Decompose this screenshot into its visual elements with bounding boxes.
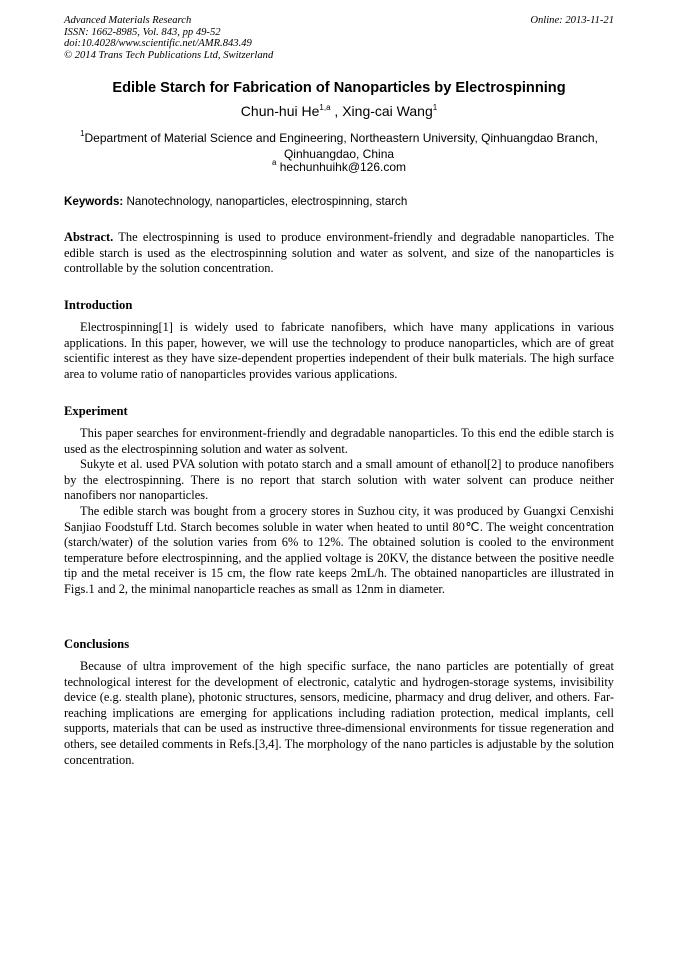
email-text: hechunhuihk@126.com [276,160,407,174]
journal-name: Advanced Materials Research [64,15,192,26]
paragraph: Electrospinning[1] is widely used to fabricate nanofibers, which have many applications in various applications. In this paper, however, we will use the technology to produce nanoparticles, which are of great scientific interest as they have size-dependent properties independent of their bulk materials. The high surface area to volume ratio of nanoparticles provides various applications. [64,320,614,381]
affiliation-text: Department of Material Science and Engineering, Northeastern University, Qinhuangdao Branch, Qinhuangdao, China [84,131,598,161]
paper-title: Edible Starch for Fabrication of Nanoparticles by Electrospinning [112,80,566,96]
abstract [64,230,614,277]
abstract-text: The electrospinning is used to produce environment-friendly and degradable nanoparticles. The edible starch is used as the electrospinning solution and water as solvent, and size of the nanoparticles is controllable by the solution concentration. [64,230,614,276]
email-mark: a [271,158,277,167]
section-heading-conclusions: Conclusions [64,637,130,651]
keywords-label: Keywords: [64,195,124,208]
section-introduction [64,320,614,382]
paragraph: The edible starch was bought from a grocery stores in Suzhou city, it was produced by Guangxi Cenxishi Sanjiao Foodstuff Ltd. Starch becomes soluble in water when heated to until 80℃. The weight concentration (starch/water) of the solution varies from 6% to 12%. The obtained solution is cooled to the environment temperature before electrospinning, and the applied voltage is 20KV, the distance between the positive needle tip and the metal receiver is 15 cm, the flow rate keeps 2mL/h. The obtained nanoparticles are illustrated in Figs.1 and 2, the minimal nanoparticle reaches as small as 12nm in diameter. [64,503,614,596]
section-heading-experiment: Experiment [64,404,128,418]
author-email [0,160,678,174]
section-experiment [64,426,614,598]
author-name: Xing-cai Wang [342,103,433,119]
online-date: Online: 2013-11-21 [530,15,614,26]
journal-doi: doi:10.4028/www.scientific.net/AMR.843.49 [64,38,252,50]
author-line [0,103,678,119]
keywords-text: Nanotechnology, nanoparticles, electrospinning, starch [123,195,408,208]
journal-issn: ISSN: 1662-8985, Vol. 843, pp 49-52 [64,26,221,38]
author-affil-mark: 1,a [319,103,331,112]
section-heading-introduction: Introduction [64,298,133,312]
affiliation [64,131,614,162]
keywords [64,195,614,208]
paragraph: This paper searches for environment-friendly and degradable nanoparticles. To this end the edible starch is used as the electrospinning solution and water as solvent. [64,426,614,456]
affiliation-mark: 1 [80,129,85,138]
author-name: Chun-hui He [240,103,320,119]
author-affil-mark: 1 [432,103,438,112]
paragraph: Sukyte et al. used PVA solution with potato starch and a small amount of ethanol[2] to produce nanofibers by the electrospinning. There is no report that starch solution with water solvent can produce neither nanofibers nor nanoparticles. [64,457,614,503]
journal-copyright: © 2014 Trans Tech Publications Ltd, Switzerland [64,49,274,61]
paragraph: Because of ultra improvement of the high specific surface, the nano particles are potentially of great technological interest for the development of electronic, catalytic and hydrogen-storage systems, invisibility device (e.g. stealth plane), photonic structures, sensors, medicine, pharmacy and drug deliver, and others. Far-reaching implications are emerging for applications including radiation protection, medical implants, cell supports, materials that can be used as instructive three-dimensional environments for tissue regeneration and others, see detailed comments in Refs.[3,4]. The morphology of the nano particles is adjustable by the solution concentration. [64,659,614,767]
journal-header [64,15,273,61]
section-conclusions [64,659,614,768]
author-separator: , [330,103,343,119]
abstract-label: Abstract. [64,230,114,244]
